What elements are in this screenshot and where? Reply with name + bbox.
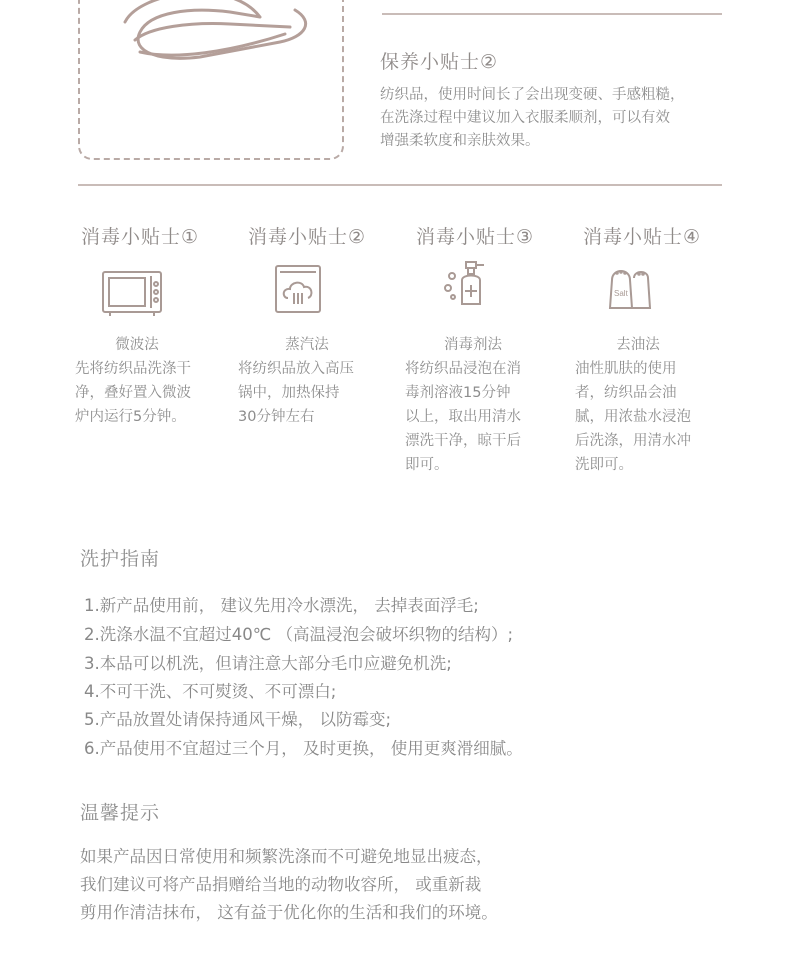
folded-towel-icon [80,0,346,162]
disinfectant-bottle-icon [440,258,510,318]
disinfect-tip-4-text [575,357,691,477]
washing-guide-item: 5.产品放置处请保持通风干燥， 以防霉变; [84,710,392,729]
disinfect-tip-line: 后洗涤，用清水冲 [575,433,691,449]
disinfect-tip-line: 锅中，加热保持 [238,385,340,401]
salt-shaker-icon [602,260,672,320]
disinfect-tip-2-text [238,357,354,429]
disinfect-tip-4-title: 消毒小贴士④ [582,226,702,248]
washing-guide-item: 1.新产品使用前， 建议先用冷水漂洗， 去掉表面浮毛; [84,596,479,615]
disinfect-tip-line: 油性肌肤的使用 [575,361,677,377]
disinfect-tip-line: 洗即可。 [575,457,633,473]
disinfect-tip-3-method: 消毒剂法 [444,337,502,353]
steamer-icon [266,262,336,322]
disinfect-tip-1-title: 消毒小贴士① [80,226,200,248]
section-divider [78,184,722,186]
warm-tips-title: 温馨提示 [80,802,161,824]
care-tip-line: 增强柔软度和亲肤效果。 [380,133,540,149]
disinfect-tip-line: 30分钟左右 [238,409,315,425]
washing-guide-item: 2.洗涤水温不宜超过40℃ （高温浸泡会破坏织物的结构）; [84,625,514,644]
disinfect-tip-line: 以上，取出用清水 [405,409,521,425]
disinfect-tip-line: 者，纺织品会油 [575,385,677,401]
disinfect-tip-2-title: 消毒小贴士② [247,226,367,248]
washing-guide-title: 洗护指南 [80,548,161,570]
warm-tips-line: 剪用作清洁抹布， 这有益于优化你的生活和我们的环境。 [80,903,498,922]
disinfect-tip-line: 炉内运行5分钟。 [75,409,186,425]
disinfect-tip-line: 将纺织品浸泡在消 [405,361,521,377]
disinfect-tip-line: 腻，用浓盐水浸泡 [575,409,691,425]
top-divider [382,13,722,15]
disinfect-tip-3-title: 消毒小贴士③ [415,226,535,248]
washing-guide-item: 4.不可干洗、不可熨烫、不可漂白; [84,682,337,701]
warm-tips-text [80,843,498,927]
disinfect-tip-line: 净，叠好置入微波 [75,385,191,401]
washing-guide-item: 6.产品使用不宜超过三个月， 及时更换， 使用更爽滑细腻。 [84,739,523,758]
disinfect-tip-line: 将纺织品放入高压 [238,361,354,377]
care-tip-line: 在洗涤过程中建议加入衣服柔顺剂，可以有效 [380,110,670,126]
disinfect-tip-1-method: 微波法 [115,337,159,353]
salt-label: Salt [614,289,628,298]
care-tip-text [380,84,685,153]
disinfect-tip-4-method: 去油法 [616,337,660,353]
care-tip-title: 保养小贴士② [380,51,499,73]
disinfect-tip-line: 漂洗干净，晾干后 [405,433,521,449]
disinfect-tip-line: 即可。 [405,457,449,473]
warm-tips-line: 我们建议可将产品捐赠给当地的动物收容所， 或重新裁 [80,875,482,894]
disinfect-tip-2-method: 蒸汽法 [285,337,329,353]
care-tip-line: 纺织品，使用时间长了会出现变硬、手感粗糙， [380,87,685,103]
towel-illustration-frame [78,0,344,160]
washing-guide-item: 3.本品可以机洗，但请注意大部分毛巾应避免机洗; [84,654,452,673]
disinfect-tip-3-text [405,357,521,477]
disinfect-tip-line: 先将纺织品洗涤干 [75,361,191,377]
warm-tips-line: 如果产品因日常使用和频繁洗涤而不可避免地显出疲态， [80,847,493,866]
disinfect-tip-1-text [75,357,191,429]
microwave-icon [98,262,168,322]
disinfect-tip-line: 毒剂溶液15分钟 [405,385,511,401]
